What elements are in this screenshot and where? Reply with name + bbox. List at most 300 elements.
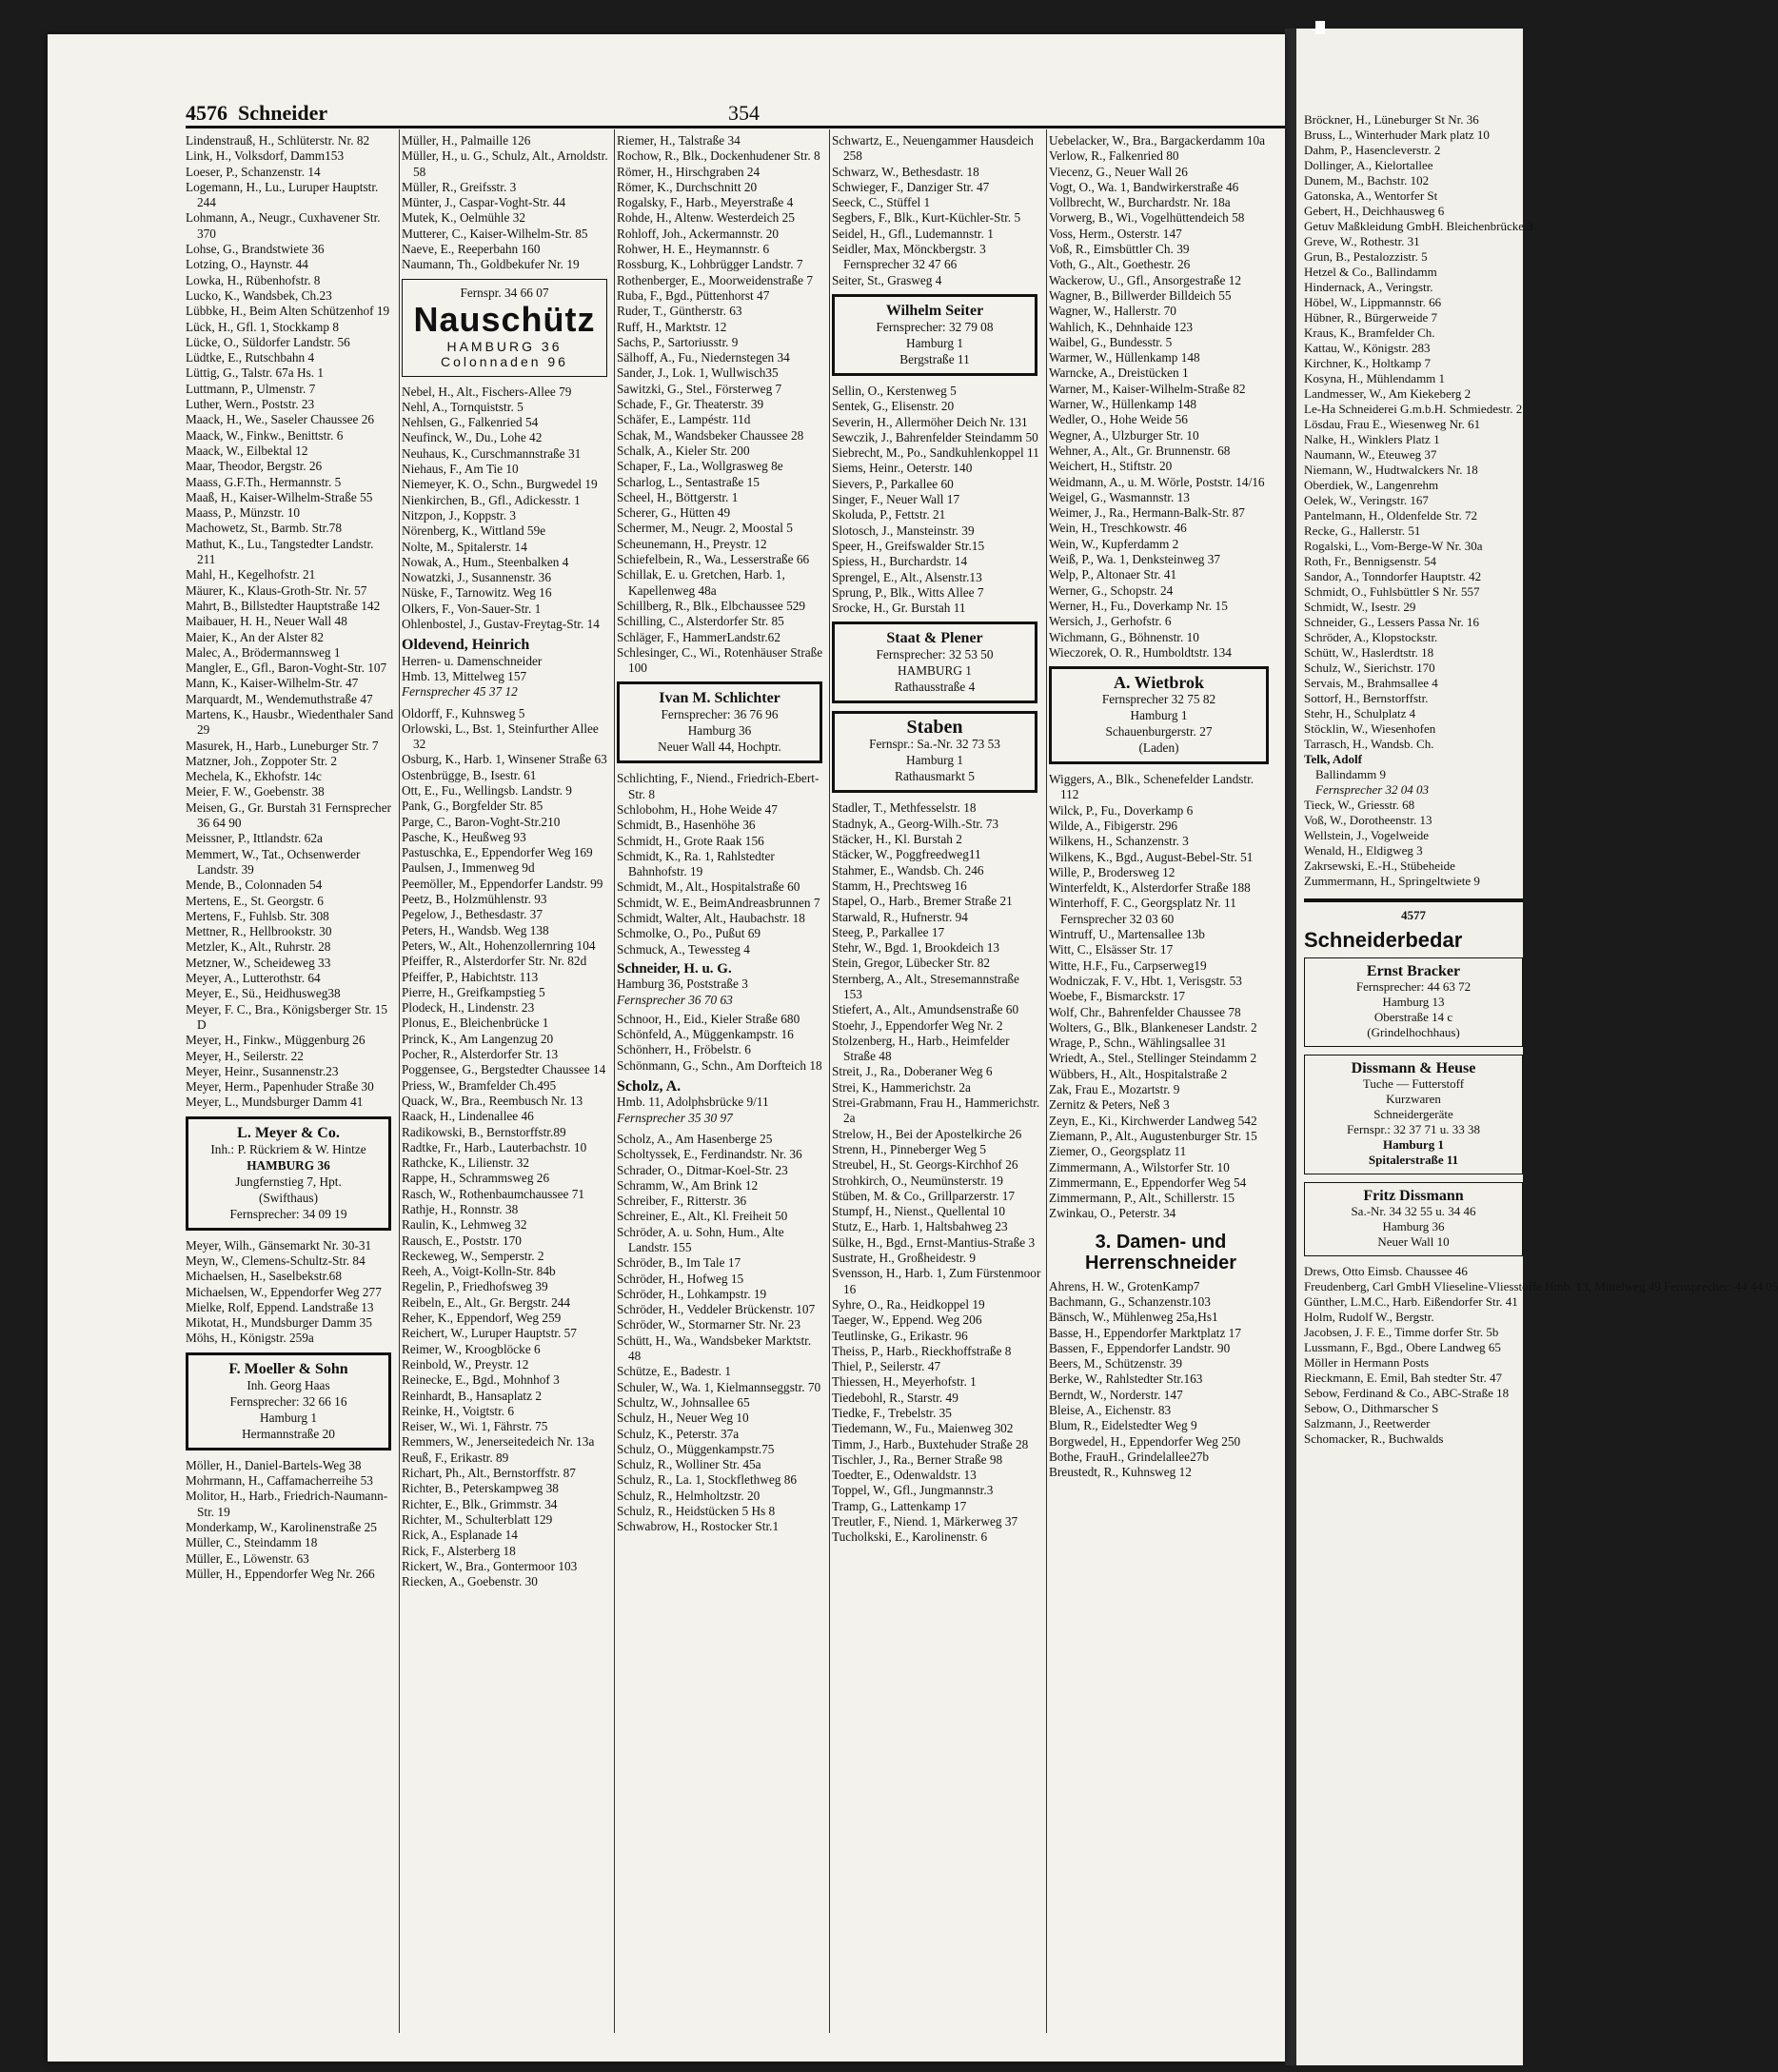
directory-entry: Schönherr, H., Fröbelstr. 6 [617, 1042, 751, 1057]
directory-entry: Höbel, W., Lippmannstr. 66 [1304, 295, 1442, 309]
directory-entry: Richter, E., Blk., Grimmstr. 34 [402, 1496, 558, 1511]
directory-entry: Segbers, F., Blk., Kurt-Küchler-Str. 5 [832, 210, 1021, 226]
directory-entry: Schröder, A., Klopstockstr. [1304, 630, 1438, 644]
directory-entry: Scheel, H., Böttgerstr. 1 [617, 489, 739, 504]
ad-title: F. Moeller & Sohn [228, 1360, 348, 1377]
page-header-left [186, 101, 327, 126]
directory-entry: Schmidt, O., Fuhlsbüttler S Nr. 557 [1304, 584, 1480, 599]
directory-entry: Schmidt, H., Grote Raak 156 [617, 833, 764, 848]
directory-entry: Rasch, W., Rothenbaumchaussee 71 [402, 1186, 585, 1201]
directory-entry: Stiefert, A., Alt., Amundsenstraße 60 [832, 1002, 1019, 1017]
directory-entry: Warner, W., Hüllenkamp 148 [1049, 397, 1196, 412]
directory-entry: Wrage, P., Schn., Wählingsallee 31 [1049, 1036, 1227, 1051]
directory-entry: Schmuck, A., Tewessteg 4 [617, 941, 750, 957]
directory-entry: Bachmann, G., Schanzenstr.103 [1049, 1294, 1211, 1309]
right-page-content [1304, 112, 1778, 1447]
directory-entry: Wersich, J., Gerhofstr. 6 [1049, 614, 1172, 629]
directory-entry: Stehr, W., Bgd. 1, Brookdeich 13 [832, 940, 1000, 956]
directory-entry: Roth, Fr., Bennigsenstr. 54 [1304, 554, 1437, 568]
directory-entry: Viecenz, G., Neuer Wall 26 [1049, 164, 1188, 179]
ad-city: Hamburg 36 [687, 723, 752, 739]
ad-phone: Fernspr.: 32 37 71 u. 33 38 [1346, 1122, 1481, 1136]
directory-entry: Wille, P., Brodersweg 12 [1049, 864, 1175, 879]
directory-entry: Tucholkski, E., Karolinenstr. 6 [832, 1529, 988, 1545]
directory-entry: Malec, A., Brödermannsweg 1 [186, 644, 341, 660]
directory-entry: Richart, Ph., Alt., Bernstorffstr. 87 [402, 1466, 576, 1481]
directory-entry: Dahm, P., Hasencleverstr. 2 [1304, 143, 1441, 157]
ad-address: Jungfernstieg 7, Hpt. [235, 1174, 342, 1189]
directory-entry: Ohlenbostel, J., Gustav-Freytag-Str. 14 [402, 617, 600, 632]
directory-entry: Memmert, W., Tat., Ochsenwerder Landstr. 39 [186, 846, 361, 877]
directory-entry: Tramp, G., Lattenkamp 17 [832, 1498, 967, 1513]
directory-entry: Schulz, W., Sierichstr. 170 [1304, 661, 1435, 675]
directory-entry: Schaper, F., La., Wollgrasweg 8e [617, 459, 783, 474]
directory-entry: Reinhardt, B., Hansaplatz 2 [402, 1388, 542, 1403]
section-heading-line: Herrenschneider [1085, 1252, 1236, 1273]
directory-entry: Radikowski, B., Bernstorffstr.89 [402, 1124, 566, 1139]
directory-entry: Seidler, Max, Mönckbergstr. 3 Fernsprecher 32 47 66 [832, 242, 986, 272]
directory-entry: Schomacker, R., Buchwalds [1304, 1431, 1444, 1446]
directory-entry: Maass, P., Münzstr. 10 [186, 505, 301, 521]
directory-entry: Mutterer, C., Kaiser-Wilhelm-Str. 85 [402, 226, 588, 241]
directory-entry: Meyer, A., Lutterothstr. 64 [186, 971, 321, 986]
directory-entry: Ruff, H., Marktstr. 12 [617, 319, 727, 334]
directory-entry: Basse, H., Eppendorfer Marktplatz 17 [1049, 1325, 1241, 1340]
directory-entry: Nehlsen, G., Falkenried 54 [402, 415, 539, 430]
directory-entry: Wintruff, U., Martensallee 13b [1049, 927, 1205, 942]
directory-entry: Rathje, H., Ronnstr. 38 [402, 1202, 519, 1216]
directory-entry: Matzner, Joh., Zoppoter Str. 2 [186, 753, 338, 768]
directory-entry: Streit, J., Ra., Doberaner Weg 6 [832, 1064, 993, 1079]
directory-entry: Maass, G.F.Th., Hermannstr. 5 [186, 474, 342, 489]
directory-entry: Lübbke, H., Beim Alten Schützenhof 19 [186, 304, 390, 319]
directory-entry: Schütze, E., Badestr. 1 [617, 1364, 732, 1379]
directory-entry: Bleise, A., Eichenstr. 83 [1049, 1403, 1172, 1418]
directory-entry: Meyer, L., Mundsburger Damm 41 [186, 1095, 364, 1110]
directory-entry: Schmolke, O., Po., Pußut 69 [617, 926, 761, 941]
directory-entry: Zakrsewski, E.-H., Stübeheide [1304, 858, 1455, 873]
directory-entry: Rathcke, K., Lilienstr. 32 [402, 1155, 530, 1171]
directory-entry: Maier, K., An der Alster 82 [186, 629, 324, 644]
listing-phone: Fernsprecher 45 37 12 [402, 684, 518, 700]
ad-box-bracker [1304, 957, 1523, 1047]
entry-list [617, 133, 826, 676]
ad-title: Fritz Dissmann [1363, 1188, 1464, 1204]
directory-entry: Schröder, H., Veddeler Brückenstr. 107 [617, 1302, 816, 1317]
directory-entry: Zak, Frau E., Mozartstr. 9 [1049, 1082, 1180, 1097]
directory-entry: Quack, W., Bra., Reembusch Nr. 13 [402, 1093, 583, 1108]
directory-entry: Ziemann, P., Alt., Augustenburger Str. 15 [1049, 1128, 1257, 1143]
directory-entry: Schmidt, W. E., BeimAndreasbrunnen 7 [617, 895, 820, 910]
directory-entry: Stadnyk, A., Georg-Wilh.-Str. 73 [832, 816, 999, 831]
directory-entry: Wenald, H., Eldigweg 3 [1304, 843, 1423, 858]
directory-entry: Sternberg, A., Alt., Stresemannstraße 153 [832, 971, 1019, 1001]
directory-entry: Treutler, F., Niend. 1, Märkerweg 37 [832, 1514, 1018, 1529]
ad-box-moeller [186, 1352, 391, 1450]
directory-entry: Sprung, P., Blk., Witts Allee 7 [832, 584, 984, 600]
listing-line: Hamburg 36, Poststraße 3 [617, 977, 748, 992]
directory-entry: Greve, W., Rothestr. 31 [1304, 234, 1420, 248]
directory-entry: Nörenberg, K., Wittland 59e [402, 523, 546, 539]
directory-entry: Wilkens, K., Bgd., August-Bebel-Str. 51 [1049, 849, 1254, 864]
directory-entry: Hetzel & Co., Ballindamm [1304, 265, 1437, 279]
directory-entry: Welp, P., Altonaer Str. 41 [1049, 567, 1177, 582]
directory-entry: Meyer, H., Seilerstr. 22 [186, 1048, 304, 1063]
directory-entry: Schmidt, Walter, Alt., Haubachstr. 18 [617, 911, 805, 926]
directory-entry: Schröder, H., Lohkampstr. 19 [617, 1286, 767, 1301]
directory-entry: Peters, W., Alt., Hohenzollernring 104 [402, 937, 596, 953]
directory-entry: Stadler, T., Methfesselstr. 18 [832, 800, 977, 816]
ad-logo: Nauschütz [413, 299, 596, 339]
directory-entry: Pank, G., Borgfelder Str. 85 [402, 799, 543, 814]
directory-entry: Pastuschka, E., Eppendorfer Weg 169 [402, 845, 593, 860]
directory-entry: Schwabrow, H., Rostocker Str.1 [617, 1519, 780, 1534]
directory-entry: Reeh, A., Voigt-Kolln-Str. 84b [402, 1264, 556, 1279]
directory-entry: Meier, F. W., Goebenstr. 38 [186, 784, 325, 799]
section-heading: Schneiderbedar [1304, 928, 1463, 952]
directory-entry: Srocke, H., Gr. Burstah 11 [832, 601, 966, 616]
ad-owners: Inh.: P. Rückriem & W. Hintze [210, 1141, 366, 1156]
directory-entry: Schreiber, F., Ritterstr. 36 [617, 1194, 747, 1209]
directory-entry: Poggensee, G., Bergstedter Chaussee 14 [402, 1062, 606, 1077]
directory-page-left [48, 34, 1285, 2062]
directory-entry: Nowak, A., Hum., Steenbalken 4 [402, 554, 569, 569]
directory-entry: Meisen, G., Gr. Burstah 31 Fernsprecher 36 64 90 [186, 799, 392, 831]
directory-entry: Svensson, H., Harb. 1, Zum Fürstenmoor 16 [832, 1266, 1041, 1296]
directory-entry: Raulin, K., Lehmweg 32 [402, 1217, 527, 1233]
entry-list [186, 1458, 395, 1582]
ad-line: Schneidergeräte [1373, 1107, 1453, 1121]
column-5 [1049, 133, 1273, 1481]
directory-entry: Wegner, A., Ulzburger Str. 10 [1049, 427, 1199, 443]
directory-entry: Wilkens, H., Schanzenstr. 3 [1049, 834, 1189, 849]
ad-box-fritz-dissmann [1304, 1182, 1523, 1256]
directory-entry: Mahl, H., Kegelhofstr. 21 [186, 567, 316, 582]
directory-entry: Toppel, W., Gfl., Jungmannstr.3 [832, 1483, 994, 1498]
directory-entry: Schulz, R., La. 1, Stockflethweg 86 [617, 1472, 798, 1488]
directory-entry: Müller, E., Löwenstr. 63 [186, 1550, 309, 1566]
ad-box-seiter [832, 294, 1037, 376]
ad-title: Ivan M. Schlichter [659, 690, 780, 707]
directory-entry: Tiedebohl, R., Starstr. 49 [832, 1390, 958, 1405]
directory-entry: Wilck, P., Fu., Doverkamp 6 [1049, 802, 1194, 818]
ad-phone: Fernsprecher: 32 66 16 [229, 1393, 347, 1409]
ad-title: Wilhelm Seiter [885, 302, 984, 319]
directory-entry: Vorwerg, B., Wi., Vogelhüttendeich 58 [1049, 210, 1245, 226]
directory-entry: Bänsch, W., Mühlenweg 25a,Hs1 [1049, 1310, 1218, 1325]
directory-entry: Kattau, W., Königstr. 283 [1304, 341, 1431, 355]
directory-entry: Le-Ha Schneiderei G.m.b.H. Schmiedestr. 2 [1304, 402, 1523, 416]
directory-entry: Schönfeld, A., Müggenkampstr. 16 [617, 1027, 794, 1042]
directory-entry: Ruba, F., Bgd., Püttenhorst 47 [617, 287, 770, 303]
ad-city: HAMBURG 36 [247, 1157, 330, 1173]
directory-entry: Singer, F., Neuer Wall 17 [832, 492, 960, 507]
directory-entry: Mielke, Rolf, Eppend. Landstraße 13 [186, 1299, 374, 1314]
directory-entry: Metzner, W., Scheideweg 33 [186, 955, 331, 970]
directory-entry: Orlowski, L., Bst. 1, Steinfurther Allee 32 [402, 720, 599, 752]
directory-entry: Speer, H., Greifswalder Str.15 [832, 538, 985, 553]
directory-entry: Freudenberg, Carl GmbH Vlieseline-Vliesstoffe Hmb. 13, Mittelweg 49 Fernsprecher: 44 44 05 [1304, 1279, 1778, 1293]
directory-entry: Schulz, O., Müggenkampstr.75 [617, 1441, 775, 1456]
ad-address: Oberstraße 14 c [1373, 1010, 1453, 1024]
ad-address: Schauenburgerstr. 27 [1105, 724, 1213, 740]
ad-box-wietbrok [1049, 666, 1269, 764]
entry-list [617, 771, 826, 957]
listing-title: Telk, Adolf [1304, 752, 1362, 766]
entry-list [1304, 112, 1533, 752]
directory-entry: Richter, B., Peterskampweg 38 [402, 1481, 559, 1496]
directory-entry: Vogt, O., Wa. 1, Bandwirkerstraße 46 [1049, 179, 1239, 194]
directory-entry: Reibeln, E., Alt., Gr. Bergstr. 244 [402, 1294, 571, 1310]
directory-entry: Olkers, F., Von-Sauer-Str. 1 [402, 601, 542, 616]
directory-entry: Stolzenberg, H., Harb., Heimfelder Straße 48 [832, 1033, 1010, 1064]
directory-entry: Weimer, J., Ra., Hermann-Balk-Str. 87 [1049, 505, 1245, 521]
ad-address: Hermannstraße 20 [242, 1426, 335, 1441]
entry-list [832, 384, 1041, 616]
directory-entry: Nitzpon, J., Koppstr. 3 [402, 507, 517, 523]
directory-entry: Niehaus, F., Am Tie 10 [402, 462, 519, 477]
listing-phone: Fernsprecher 36 70 63 [617, 992, 733, 1007]
ad-address: Neuer Wall 10 [1377, 1234, 1450, 1249]
directory-entry: Getuv Maßkleidung GmbH. Bleichenbrücke 3 [1304, 219, 1533, 233]
directory-entry: Lotzing, O., Haynstr. 44 [186, 257, 308, 272]
ad-city: HAMBURG 36 [446, 338, 563, 354]
directory-entry: Meyer, F. C., Bra., Königsberger Str. 15 D [186, 1001, 387, 1032]
directory-entry: Naumann, Th., Goldbekufer Nr. 19 [402, 257, 580, 272]
ad-phone: Fernspr. 34 66 07 [460, 285, 549, 300]
directory-entry: Siebrecht, M., Po., Sandkuhlenkoppel 11 [832, 445, 1039, 461]
directory-entry: Niemeyer, K. O., Schn., Burgwedel 19 [402, 477, 598, 492]
directory-entry: Mende, B., Colonnaden 54 [186, 878, 323, 893]
directory-entry: Rochow, R., Blk., Dockenhudener Str. 8 [617, 148, 820, 164]
ad-city: Hamburg 1 [906, 335, 963, 350]
page-number-right: 4577 [1401, 908, 1426, 922]
directory-entry: Siems, Heinr., Oeterstr. 140 [832, 461, 973, 476]
entry-list [617, 1012, 826, 1074]
directory-entry: Meyn, W., Clemens-Schultz-Str. 84 [186, 1253, 365, 1268]
directory-entry: Grun, B., Pestalozzistr. 5 [1304, 249, 1428, 264]
listing-line: Hmb. 11, Adolphsbrücke 9/11 [617, 1095, 769, 1110]
directory-entry: Streubel, H., St. Georgs-Kirchhof 26 [832, 1157, 1018, 1173]
listing-title: Scholz, A. [617, 1078, 682, 1095]
directory-entry: Regelin, P., Friedhofsweg 39 [402, 1279, 548, 1294]
directory-entry: Riemer, H., Talstraße 34 [617, 133, 741, 148]
directory-entry: Winterfeldt, K., Alsterdorfer Straße 188 [1049, 880, 1251, 896]
directory-entry: Meyer, H., Finkw., Müggenburg 26 [186, 1033, 365, 1048]
ad-city: Hamburg 1 [1130, 708, 1188, 723]
directory-entry: Zimmermann, E., Eppendorfer Weg 54 [1049, 1174, 1247, 1190]
directory-entry: Münter, J., Caspar-Voght-Str. 44 [402, 195, 566, 210]
directory-entry: Stutz, E., Harb. 1, Haltsbahweg 23 [832, 1219, 1008, 1234]
directory-entry: Nebel, H., Alt., Fischers-Allee 79 [402, 384, 572, 399]
directory-entry: Pegelow, J., Bethesdastr. 37 [402, 907, 543, 922]
directory-entry: Beers, M., Schützenstr. 39 [1049, 1356, 1182, 1371]
directory-entry: Wichmann, G., Böhnenstr. 10 [1049, 629, 1199, 644]
directory-entry: Maack, W., Eilbektal 12 [186, 443, 308, 458]
directory-entry: Winterhoff, F. C., Georgsplatz Nr. 11 Fernsprecher 32 03 60 [1049, 896, 1236, 926]
directory-entry: Schulz, R., Helmholtzstr. 20 [617, 1488, 761, 1503]
directory-entry: Warncke, A., Dreistücken 1 [1049, 365, 1189, 381]
column-divider [1046, 129, 1047, 2033]
directory-entry: Sandor, A., Tonndorfer Hauptstr. 42 [1304, 569, 1482, 583]
directory-entry: Wodniczak, F. V., Hbt. 1, Verisgstr. 53 [1049, 973, 1242, 988]
ad-box-meyer [186, 1116, 391, 1231]
directory-entry: Niemann, W., Hudtwalckers Nr. 18 [1304, 463, 1478, 477]
ad-phone: Fernsprecher: 32 79 08 [876, 319, 994, 334]
directory-entry: Weichert, H., Stiftstr. 20 [1049, 459, 1173, 474]
directory-entry: Strelow, H., Bei der Apostelkirche 26 [832, 1126, 1022, 1141]
directory-entry: Skoluda, P., Fettstr. 21 [832, 507, 946, 523]
directory-entry: Sander, J., Lok. 1, Wullwisch35 [617, 365, 779, 381]
directory-entry: Maack, W., Finkw., Benittstr. 6 [186, 427, 344, 443]
ad-city: Hamburg 36 [1382, 1219, 1445, 1233]
directory-entry: Schlesinger, C., Wi., Rotenhäuser Straße 100 [617, 644, 823, 676]
directory-entry: Sprengel, E., Alt., Alsenstr.13 [832, 569, 982, 584]
directory-entry: Stöcklin, W., Wiesenhofen [1304, 721, 1436, 736]
ad-city: Hamburg 1 [260, 1410, 317, 1425]
directory-entry: Spiess, H., Burchardstr. 14 [832, 554, 968, 569]
directory-entry: Schulz, R., Wolliner Str. 45a [617, 1457, 761, 1472]
directory-entry: Blum, R., Eidelstedter Weg 9 [1049, 1418, 1197, 1433]
directory-entry: Oelek, W., Veringstr. 167 [1304, 493, 1429, 507]
page-number-center: 354 [728, 101, 760, 125]
directory-entry: Reiser, W., Wi. 1, Fährstr. 75 [402, 1419, 548, 1434]
entry-list [832, 133, 1041, 288]
directory-entry: Gatonska, A., Wentorfer St [1304, 188, 1438, 203]
directory-entry: Müller, H., Palmaille 126 [402, 133, 531, 148]
directory-entry: Nalke, H., Winklers Platz 1 [1304, 432, 1440, 446]
directory-entry: Severin, H., Allermöher Deich Nr. 131 [832, 414, 1028, 429]
directory-entry: Stoehr, J., Eppendorfer Weg Nr. 2 [832, 1017, 1003, 1033]
directory-entry: Breustedt, R., Kuhnsweg 12 [1049, 1465, 1192, 1480]
directory-entry: Plodeck, H., Lindenstr. 23 [402, 1000, 535, 1016]
directory-entry: Warmer, W., Hüllenkamp 148 [1049, 350, 1200, 365]
directory-entry: Sawitzki, G., Stel., Försterweg 7 [617, 381, 782, 396]
page-corner-mark [1315, 21, 1325, 34]
entry-list [1304, 798, 1523, 889]
listing-scholz [617, 1079, 826, 1126]
directory-entry: Schütt, W., Haslerdtstr. 18 [1304, 645, 1434, 660]
directory-entry: Schillak, E. u. Gretchen, Harb. 1, Kapellenweg 48a [617, 567, 785, 598]
directory-entry: Verlow, R., Falkenried 80 [1049, 148, 1179, 164]
directory-entry: Recke, G., Hallerstr. 51 [1304, 523, 1421, 538]
directory-entry: Metzler, K., Alt., Ruhrstr. 28 [186, 939, 331, 955]
directory-entry: Wolters, G., Blk., Blankeneser Landstr. 2 [1049, 1019, 1257, 1035]
entry-list [186, 1238, 395, 1347]
directory-entry: Schalk, A., Kieler Str. 200 [617, 443, 750, 458]
ad-title: Staben [906, 717, 963, 739]
ad-phone: Fernsprecher: 34 09 19 [229, 1206, 347, 1221]
directory-entry: Nolte, M., Spitalerstr. 14 [402, 539, 527, 554]
directory-entry: Mathut, K., Lu., Tangstedter Landstr. 211 [186, 536, 374, 567]
directory-entry: Luther, Wern., Poststr. 23 [186, 397, 315, 412]
section-rule [1304, 898, 1523, 902]
directory-entry: Reinbold, W., Preystr. 12 [402, 1356, 529, 1371]
directory-entry: Landmesser, W., Am Kiekeberg 2 [1304, 386, 1472, 401]
listing-line: Hmb. 13, Mittelweg 157 [402, 668, 527, 683]
directory-entry: Werner, G., Schopstr. 24 [1049, 582, 1174, 598]
listing-line: Herren- u. Damenschneider [402, 653, 543, 668]
directory-entry: Riecken, A., Goebenstr. 30 [402, 1574, 538, 1589]
column-divider [614, 129, 615, 2033]
ad-title: Staat & Plener [886, 630, 983, 647]
directory-entry: Maaß, H., Kaiser-Wilhelm-Straße 55 [186, 489, 373, 504]
directory-entry: Schwarz, W., Bethesdastr. 18 [832, 164, 979, 179]
column-4 [832, 133, 1041, 1546]
directory-entry: Zeyn, E., Ki., Kirchwerder Landweg 542 [1049, 1113, 1257, 1128]
directory-entry: Tischler, J., Ra., Berner Straße 98 [832, 1451, 1003, 1467]
directory-entry: Neuhaus, K., Curschmannstraße 31 [402, 445, 582, 461]
directory-entry: Thiel, P., Seilerstr. 47 [832, 1359, 941, 1374]
directory-entry: Rick, F., Alsterberg 18 [402, 1543, 516, 1558]
directory-entry: Schak, M., Wandsbeker Chaussee 28 [617, 427, 804, 443]
directory-entry: Schwieger, F., Danziger Str. 47 [832, 179, 990, 194]
directory-entry: Reinke, H., Voigtstr. 6 [402, 1403, 515, 1418]
directory-entry: Schröder, H., Hofweg 15 [617, 1271, 744, 1286]
directory-entry: Stumpf, H., Nienst., Quellental 10 [832, 1204, 1006, 1219]
directory-entry: Wagner, B., Billwerder Billdeich 55 [1049, 287, 1232, 303]
directory-entry: Reimer, W., Kroogblöcke 6 [402, 1341, 541, 1356]
directory-entry: Schönmann, G., Schn., Am Dorfteich 18 [617, 1057, 822, 1073]
ad-city: HAMBURG 1 [898, 663, 972, 679]
directory-entry: Schwartz, E., Neuengammer Hausdeich 258 [832, 133, 1034, 164]
section-heading [1049, 1232, 1273, 1273]
directory-entry: Müller, R., Greifsstr. 3 [402, 179, 517, 194]
directory-entry: Lowka, H., Rübenhofstr. 8 [186, 272, 321, 287]
ad-address: Spitalerstraße 11 [1368, 1153, 1459, 1167]
directory-entry: Günther, L.M.C., Harb. Eißendorfer Str. 41 [1304, 1294, 1518, 1309]
directory-entry: Rothenberger, E., Moorweidenstraße 7 [617, 272, 814, 287]
directory-entry: Wiggers, A., Blk., Schenefelder Landstr. 112 [1049, 772, 1254, 802]
directory-entry: Loeser, P., Schanzenstr. 14 [186, 164, 321, 179]
directory-entry: Scherer, G., Hütten 49 [617, 505, 731, 521]
directory-entry: Stapel, O., Harb., Bremer Straße 21 [832, 894, 1013, 909]
directory-entry: Voss, Herm., Osterstr. 147 [1049, 226, 1182, 241]
directory-entry: Pierre, H., Greifkampstieg 5 [402, 984, 545, 999]
ad-title: Ernst Bracker [1366, 963, 1461, 979]
ad-city: Hamburg 1 [906, 753, 963, 768]
directory-entry: Syhre, O., Ra., Heidkoppel 19 [832, 1296, 985, 1312]
directory-entry: Sottorf, H., Bernstorffstr. [1304, 691, 1429, 705]
directory-entry: Zernitz & Peters, Neß 3 [1049, 1097, 1170, 1113]
directory-entry: Wein, H., Treschkowstr. 46 [1049, 521, 1187, 536]
directory-entry: Wolf, Chr., Bahrenfelder Chaussee 78 [1049, 1004, 1241, 1019]
directory-entry: Wriedt, A., Stel., Stellinger Steindamm 2 [1049, 1051, 1257, 1066]
ad-phone: Fernsprecher: 32 53 50 [876, 647, 994, 662]
directory-entry: Machowetz, St., Barmb. Str.78 [186, 521, 342, 536]
ad-building: (Swifthaus) [258, 1190, 319, 1205]
directory-entry: Schilling, C., Alsterdorfer Str. 85 [617, 614, 784, 629]
directory-entry: Mann, K., Kaiser-Wilhelm-Str. 47 [186, 676, 359, 691]
ad-title: L. Meyer & Co. [237, 1124, 340, 1141]
directory-entry: Schultz, W., Johnsallee 65 [617, 1394, 750, 1410]
directory-entry: Scholtyssek, E., Ferdinandstr. Nr. 36 [617, 1147, 802, 1162]
ad-note: (Grindelhochhaus) [1367, 1025, 1460, 1039]
directory-entry: Wübbers, H., Alt., Hospitalstraße 2 [1049, 1066, 1228, 1081]
directory-entry: Jacobsen, J. F. E., Timme dorfer Str. 5b [1304, 1325, 1499, 1339]
directory-entry: Sievers, P., Parkallee 60 [832, 476, 954, 491]
column-2 [402, 133, 611, 1589]
directory-entry: Uebelacker, W., Bra., Bargackerdamm 10a [1049, 133, 1266, 148]
directory-entry: Stamm, H., Prechtsweg 16 [832, 878, 967, 893]
directory-entry: Schmidt, M., Alt., Hospitalstraße 60 [617, 879, 800, 895]
directory-entry: Thiessen, H., Meyerhofstr. 1 [832, 1374, 977, 1390]
ad-phone: Sa.-Nr. 34 32 55 u. 34 46 [1351, 1204, 1476, 1218]
ad-box-schlichter [617, 681, 822, 763]
directory-entry: Strohkirch, O., Neumünsterstr. 19 [832, 1173, 1003, 1188]
directory-entry: Sachs, P., Sartoriusstr. 9 [617, 334, 739, 349]
directory-entry: Schäfer, E., Lampéstr. 11d [617, 412, 751, 427]
